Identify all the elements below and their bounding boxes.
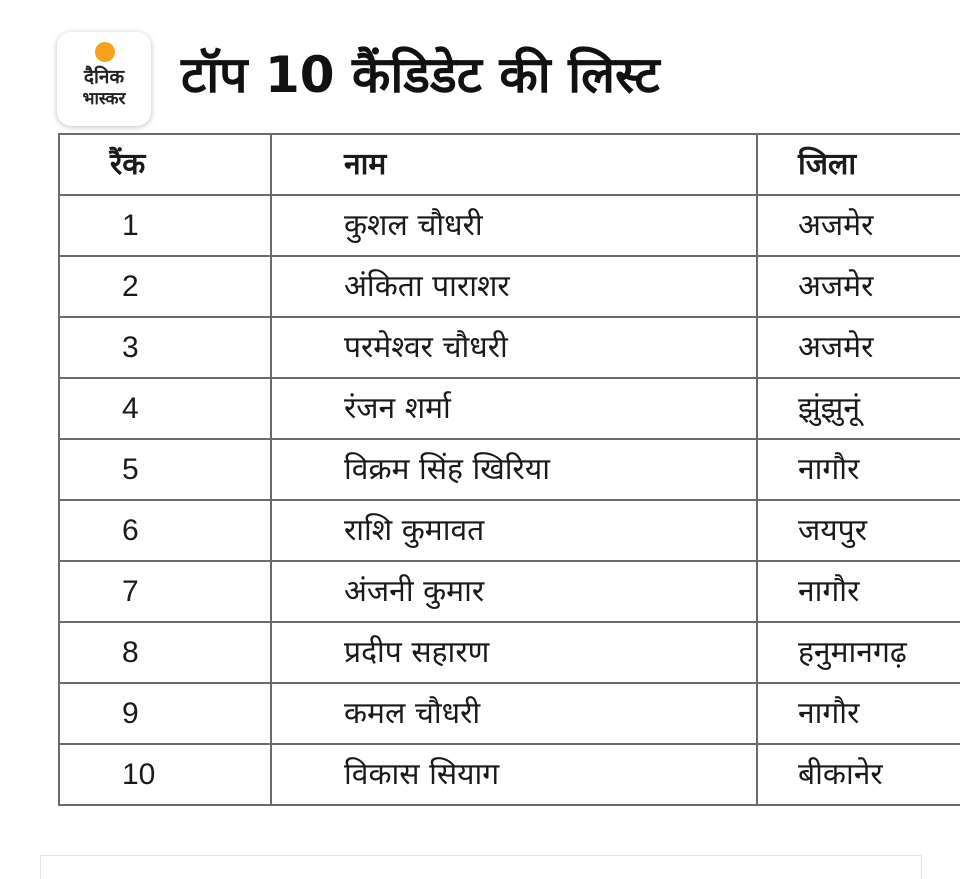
- district-cell: अजमेर: [757, 195, 960, 256]
- district-cell: नागौर: [757, 561, 960, 622]
- district-cell: बीकानेर: [757, 744, 960, 805]
- table-row: [59, 317, 960, 378]
- table-row: [59, 378, 960, 439]
- name-cell: रंजन शर्मा: [271, 378, 757, 439]
- candidate-table-container: [58, 133, 907, 806]
- table-row: [59, 561, 960, 622]
- table-row: [59, 195, 960, 256]
- district-cell: जयपुर: [757, 500, 960, 561]
- column-header-rank: रैंक: [59, 134, 271, 195]
- rank-cell: 8: [59, 622, 271, 683]
- rank-cell: 3: [59, 317, 271, 378]
- header: [57, 28, 917, 128]
- table-header-row: [59, 134, 960, 195]
- table-row: [59, 256, 960, 317]
- logo-text-line1: दैनिक: [83, 66, 125, 88]
- name-cell: विक्रम सिंह खिरिया: [271, 439, 757, 500]
- table-row: [59, 622, 960, 683]
- rank-cell: 2: [59, 256, 271, 317]
- table-row: [59, 683, 960, 744]
- column-header-name: नाम: [271, 134, 757, 195]
- name-cell: कुशल चौधरी: [271, 195, 757, 256]
- rank-cell: 6: [59, 500, 271, 561]
- name-cell: राशि कुमावत: [271, 500, 757, 561]
- next-content-card: [40, 855, 922, 879]
- candidate-table: [58, 133, 960, 806]
- name-cell: परमेश्वर चौधरी: [271, 317, 757, 378]
- rank-cell: 10: [59, 744, 271, 805]
- page-title: टॉप 10 कैंडिडेट की लिस्ट: [181, 46, 660, 104]
- name-cell: विकास सियाग: [271, 744, 757, 805]
- district-cell: अजमेर: [757, 317, 960, 378]
- sun-icon: [95, 42, 115, 62]
- name-cell: अंकिता पाराशर: [271, 256, 757, 317]
- district-cell: अजमेर: [757, 256, 960, 317]
- table-row: [59, 744, 960, 805]
- name-cell: अंजनी कुमार: [271, 561, 757, 622]
- logo-text-line2: भास्कर: [82, 89, 126, 109]
- rank-cell: 5: [59, 439, 271, 500]
- rank-cell: 7: [59, 561, 271, 622]
- table-row: [59, 500, 960, 561]
- name-cell: प्रदीप सहारण: [271, 622, 757, 683]
- dainik-bhaskar-logo: [57, 32, 151, 126]
- district-cell: नागौर: [757, 683, 960, 744]
- district-cell: झुंझुनूं: [757, 378, 960, 439]
- rank-cell: 9: [59, 683, 271, 744]
- table-row: [59, 439, 960, 500]
- rank-cell: 1: [59, 195, 271, 256]
- column-header-district: जिला: [757, 134, 960, 195]
- rank-cell: 4: [59, 378, 271, 439]
- district-cell: नागौर: [757, 439, 960, 500]
- name-cell: कमल चौधरी: [271, 683, 757, 744]
- district-cell: हनुमानगढ़: [757, 622, 960, 683]
